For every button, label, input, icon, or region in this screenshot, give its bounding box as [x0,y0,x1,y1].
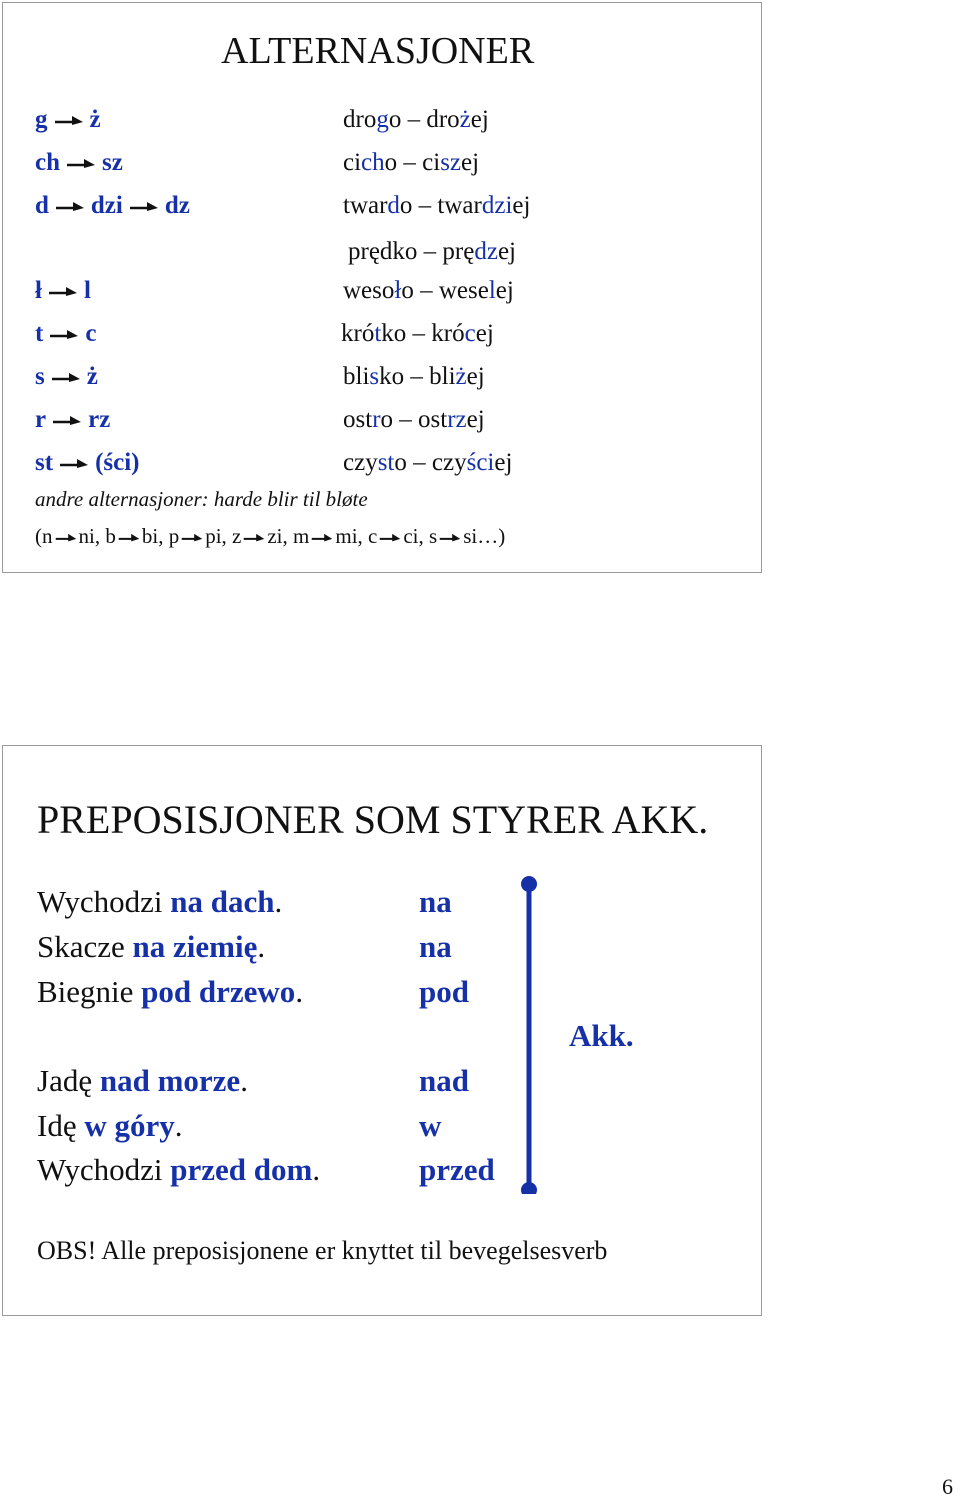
example-segment: k [392,238,405,265]
rule-letter: r [35,406,47,433]
prepositional-phrase: na ziemię [132,929,258,964]
example-segment: ej [495,277,514,304]
arrow-right-icon [181,533,203,543]
example-sentence [37,1152,320,1188]
example-segment: o – wese [401,277,489,304]
alternation-rule [35,148,123,178]
arrow-right-icon [48,286,78,298]
arrow-right-icon [129,201,159,213]
obs-note: OBS! Alle preposisjonene er knyttet til bevegelsesverb [37,1236,608,1265]
arrow-right-icon [52,415,82,427]
example-segment: kró [341,320,375,347]
sentence-period: . [240,1063,248,1098]
alternation-rule [35,362,98,392]
preposition-label: pod [419,974,469,1009]
highlighted-segment: dzi [481,192,513,219]
alternation-example [343,405,485,435]
hard-consonant: b [105,524,116,548]
example-segment: o – prę [404,238,475,265]
open-paren: ( [35,524,42,548]
hard-consonant: s [429,524,438,548]
prepositional-phrase: w góry [84,1108,175,1143]
arrow-right-icon [59,458,89,470]
preposition-label: na [419,884,452,919]
alternation-example [343,276,514,306]
rule-letter: (ści) [95,449,140,476]
example-segment: ko – kró [381,320,465,347]
arrow-right-icon [311,533,333,543]
highlighted-segment: ści [466,449,495,476]
slide-title: PREPOSISJONER SOM STYRER AKK. [37,797,709,842]
alternation-example [343,105,489,135]
hard-consonant: n [42,524,53,548]
example-sentence [37,1063,248,1099]
sentence-verb: Wychodzi [37,1152,171,1187]
preposition-label: na [419,929,452,964]
example-segment: ost [343,406,373,433]
arrow-right-icon [54,115,84,127]
sentence-period: . [295,974,304,1009]
alternation-example [348,237,516,267]
arrow-right-icon [243,533,265,543]
rule-letter: ż [89,106,101,133]
alternation-rule [35,448,139,478]
prepositional-phrase: przed dom [170,1152,313,1187]
rule-letter: ch [35,149,60,176]
rule-letter: s [35,363,45,390]
example-segment: dro [343,106,377,133]
soft-consonant: si… [463,524,499,548]
example-segment: bli [343,363,370,390]
example-segment: weso [343,277,395,304]
example-sentence [37,929,265,965]
hard-consonant: p [168,524,180,548]
example-segment: ej [470,106,489,133]
sentence-verb: Jadę [37,1063,100,1098]
highlighted-segment: ł [394,277,402,304]
rule-letter: sz [102,149,123,176]
sentence-period: . [312,1152,321,1187]
arrow-right-icon [118,533,140,543]
highlighted-segment: rz [447,406,467,433]
alternation-example [343,448,512,478]
highlighted-segment: ż [459,106,471,133]
rule-letter: c [85,320,97,347]
highlighted-segment: st [377,449,395,476]
rule-letter: d [35,192,49,219]
alternation-rule [35,105,101,135]
highlighted-segment: c [464,320,476,347]
example-segment: ko – bli [379,363,456,390]
rule-letter: ł [35,277,42,304]
example-segment: o – ci [384,149,441,176]
sentence-period: . [174,1108,183,1143]
example-segment: ej [461,149,480,176]
arrow-right-icon [55,533,77,543]
rule-letter: rz [88,406,111,433]
example-segment: ej [466,363,485,390]
highlighted-segment: s [369,363,380,390]
close-paren: ) [498,524,506,548]
sentence-verb: Biegnie [37,974,142,1009]
highlighted-segment: t [374,320,382,347]
sentence-verb: Wychodzi [37,884,171,919]
example-segment: ej [475,320,494,347]
preposition-label: nad [419,1063,469,1098]
rule-letter: g [35,106,48,133]
alternation-rule [35,405,110,435]
example-sentence [37,974,303,1010]
example-segment: ej [494,449,513,476]
highlighted-segment: l [488,277,496,304]
alternation-example [343,191,530,221]
hard-consonant: m [293,524,310,548]
arrow-right-icon [51,372,81,384]
highlighted-segment: d [387,192,400,219]
highlighted-segment: ch [361,149,385,176]
case-label: Akk. [569,1018,634,1053]
range-bracket [517,874,541,1194]
rule-letter: dz [164,192,190,219]
example-sentence [37,1108,183,1144]
slide-prepositions [2,745,762,1316]
example-segment: ci [343,149,362,176]
highlighted-segment: ż [455,363,467,390]
arrow-right-icon [49,329,79,341]
example-segment: o – czy [394,449,467,476]
rule-letter: ż [86,363,98,390]
sentence-period: . [274,884,283,919]
alternation-rule [35,319,96,349]
example-segment: o – ost [380,406,448,433]
highlighted-segment: r [372,406,381,433]
preposition-label: przed [419,1152,495,1187]
soft-consonant: ci [403,524,419,548]
sentence-verb: Skacze [37,929,133,964]
sentence-verb: Idę [37,1108,85,1143]
prepositional-phrase: na dach [170,884,275,919]
rule-letter: dzi [90,192,123,219]
arrow-right-icon [379,533,401,543]
highlighted-segment: dz [474,238,498,265]
hard-consonant: z [232,524,242,548]
soft-consonant: zi [267,524,283,548]
hard-consonant: c [368,524,378,548]
note-text: andre alternasjoner: harde blir til bløte [35,487,368,511]
soft-consonant: pi [205,524,222,548]
alternation-example [343,362,485,392]
example-segment: o – twar [399,192,482,219]
soft-consonant: bi [141,524,159,548]
preposition-label: w [419,1108,442,1143]
slide-title: ALTERNASJONER [221,30,535,72]
example-segment: o – dro [388,106,460,133]
soft-consonant: mi [335,524,358,548]
example-segment: twar [343,192,388,219]
rule-letter: l [83,277,91,304]
arrow-right-icon [66,158,96,170]
example-segment: czy [343,449,378,476]
rule-letter: t [35,320,44,347]
prepositional-phrase: nad morze [99,1063,241,1098]
alternation-example [343,148,479,178]
example-segment: ej [497,238,516,265]
soft-consonant: ni [78,524,95,548]
alternation-rule [35,191,190,221]
example-segment: ej [466,406,485,433]
softening-list: (n ni, b bi, p pi, z zi, m mi, c ci, s si…) [35,524,506,548]
alternation-example [341,319,494,349]
page-number: 6 [942,1474,953,1499]
slide-alternations [2,2,762,573]
example-sentence [37,884,282,920]
example-segment: pręd [348,238,393,265]
sentence-period: . [257,929,266,964]
highlighted-segment: g [376,106,389,133]
rule-letter: st [35,449,54,476]
arrow-right-icon [439,533,461,543]
highlighted-segment: sz [440,149,462,176]
alternation-rule [35,276,91,306]
prepositional-phrase: pod drzewo [141,974,296,1009]
example-segment: ej [512,192,531,219]
arrow-right-icon [55,201,85,213]
